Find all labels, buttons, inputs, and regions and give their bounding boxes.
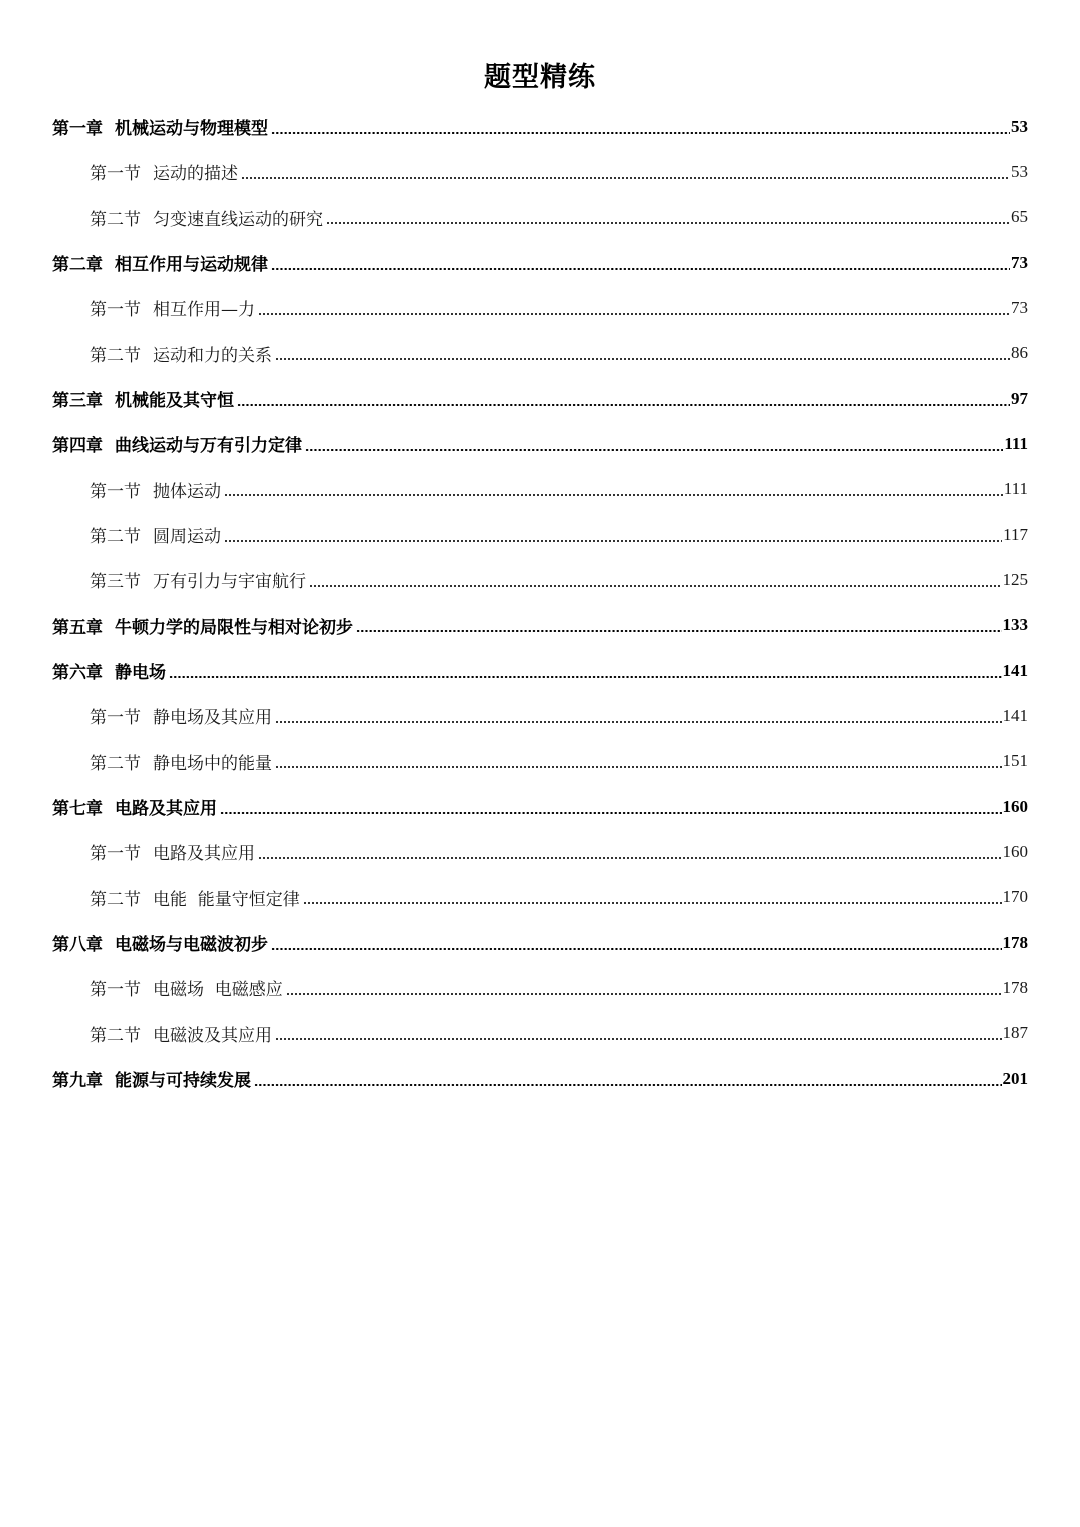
toc-entry-label [52,250,268,275]
toc-entry-name: 机械运动与物理模型 [115,119,268,140]
toc-entry-number: 第一节 [90,980,141,1001]
toc-page-number: 133 [1002,615,1028,635]
toc-entry-label [90,567,306,592]
toc-chapter-row[interactable] [52,784,1028,829]
dot-leader [275,721,1002,723]
toc-entry-label [52,794,217,819]
toc-entry-label [52,930,268,955]
toc-entry-number: 第二节 [90,209,141,230]
toc-entry-number: 第三节 [90,572,141,593]
toc-page-number: 65 [1011,207,1028,227]
toc-entry-number: 第九章 [52,1071,103,1092]
toc-section-row[interactable] [52,739,1028,784]
toc-entry-name: 静电场中的能量 [153,753,272,774]
toc-entry-number: 第二节 [90,345,141,366]
toc-page-number: 73 [1011,252,1028,272]
dot-leader [241,177,1010,179]
toc-entry-label [90,749,272,774]
dot-leader [224,494,1003,496]
toc-section-row[interactable] [52,557,1028,602]
toc-entry-name: 抛体运动 [153,481,221,502]
toc-entry-name: 运动和力的关系 [153,345,272,366]
toc-page-number: 160 [1002,841,1028,861]
dot-leader [303,902,1002,904]
toc-page-number: 170 [1002,887,1028,907]
toc-page-number: 141 [1002,660,1028,680]
toc-page-number: 178 [1002,977,1028,997]
toc-entry-label [90,975,283,1000]
toc-entry-label [90,205,323,230]
toc-entry-number: 第五章 [52,617,103,638]
toc-entry-number: 第一章 [52,119,103,140]
toc-entry-label [52,114,268,139]
toc-entry-name: 电磁场 电磁感应 [153,980,283,1001]
toc-section-row[interactable] [52,467,1028,512]
toc-section-row[interactable] [52,965,1028,1010]
dot-leader [271,948,1002,950]
toc-page-number: 187 [1002,1023,1028,1043]
toc-entry-label [90,522,221,547]
toc-entry-number: 第四章 [52,436,103,457]
dot-leader [271,132,1010,134]
toc-entry-label [52,431,302,456]
toc-section-row[interactable] [52,195,1028,240]
toc-entry-number: 第七章 [52,799,103,820]
dot-leader [275,358,1010,360]
toc-section-row[interactable] [52,875,1028,920]
toc-entry-name: 电能 能量守恒定律 [153,889,300,910]
toc-chapter-row[interactable] [52,104,1028,149]
toc-entry-label [90,341,272,366]
dot-leader [286,993,1002,995]
toc-section-row[interactable] [52,149,1028,194]
toc-page-number: 53 [1011,116,1028,136]
dot-leader [258,313,1010,315]
toc-entry-name: 相互作用—力 [153,300,255,321]
toc-entry-label [90,885,300,910]
toc-entry-number: 第一节 [90,844,141,865]
toc-section-row[interactable] [52,829,1028,874]
toc-entry-name: 圆周运动 [153,527,221,548]
toc-page-number: 53 [1011,161,1028,181]
toc-entry-number: 第六章 [52,663,103,684]
dot-leader [275,766,1002,768]
toc-entry-name: 电磁波及其应用 [153,1025,272,1046]
toc-page-number: 151 [1002,751,1028,771]
toc-chapter-row[interactable] [52,240,1028,285]
toc-entry-name: 运动的描述 [153,164,238,185]
toc-entry-label [90,839,255,864]
toc-entry-number: 第一节 [90,164,141,185]
toc-entry-number: 第一节 [90,300,141,321]
page-title: 题型精练 [484,62,596,93]
toc-section-row[interactable] [52,331,1028,376]
toc-entry-label [52,1066,251,1091]
dot-leader [305,449,1003,451]
toc-entry-label [52,613,353,638]
toc-entry-label [90,703,272,728]
toc-page-number: 160 [1002,796,1028,816]
toc-entry-number: 第一节 [90,708,141,729]
dot-leader [326,222,1010,224]
toc-page-number: 86 [1011,343,1028,363]
toc-entry-label [90,1021,272,1046]
toc-section-row[interactable] [52,1011,1028,1056]
toc-entry-number: 第二节 [90,527,141,548]
dot-leader [356,630,1002,632]
toc-entry-number: 第三章 [52,391,103,412]
dot-leader [169,676,1002,678]
toc-entry-label [90,295,255,320]
toc-entry-name: 静电场 [115,663,166,684]
dot-leader [220,812,1002,814]
toc-section-row[interactable] [52,693,1028,738]
toc-page-number: 141 [1002,705,1028,725]
toc-entry-number: 第二节 [90,753,141,774]
toc-entry-name: 匀变速直线运动的研究 [153,209,323,230]
toc-entry-number: 第二节 [90,1025,141,1046]
toc-entry-number: 第二节 [90,889,141,910]
dot-leader [271,268,1010,270]
toc-section-row[interactable] [52,512,1028,557]
dot-leader [254,1084,1002,1086]
dot-leader [275,1038,1002,1040]
toc-page-number: 73 [1011,297,1028,317]
toc-entry-name: 万有引力与宇宙航行 [153,572,306,593]
dot-leader [258,857,1002,859]
toc-entry-label [90,477,221,502]
table-of-contents [52,104,1028,1101]
toc-page-number: 125 [1002,569,1028,589]
dot-leader [309,585,1002,587]
toc-entry-label [52,386,234,411]
dot-leader [237,404,1010,406]
toc-entry-name: 能源与可持续发展 [115,1071,251,1092]
toc-chapter-row[interactable] [52,920,1028,965]
toc-entry-label [52,658,166,683]
toc-chapter-row[interactable] [52,421,1028,466]
toc-chapter-row[interactable] [52,1056,1028,1101]
toc-entry-number: 第八章 [52,935,103,956]
toc-page-number: 97 [1011,388,1028,408]
toc-page-number: 111 [1003,479,1028,499]
toc-entry-name: 机械能及其守恒 [115,391,234,412]
toc-entry-name: 牛顿力学的局限性与相对论初步 [115,617,353,638]
toc-page-number: 111 [1004,433,1028,453]
toc-chapter-row[interactable] [52,376,1028,421]
toc-entry-name: 电磁场与电磁波初步 [115,935,268,956]
toc-entry-name: 静电场及其应用 [153,708,272,729]
toc-entry-name: 曲线运动与万有引力定律 [115,436,302,457]
toc-entry-name: 相互作用与运动规律 [115,255,268,276]
toc-entry-name: 电路及其应用 [115,799,217,820]
toc-entry-number: 第二章 [52,255,103,276]
toc-page-number: 201 [1002,1068,1028,1088]
toc-entry-label [90,159,238,184]
dot-leader [224,540,1002,542]
toc-entry-name: 电路及其应用 [153,844,255,865]
toc-chapter-row[interactable] [52,648,1028,693]
toc-page-number: 117 [1003,524,1028,544]
toc-entry-number: 第一节 [90,481,141,502]
toc-section-row[interactable] [52,285,1028,330]
toc-page-number: 178 [1002,932,1028,952]
toc-chapter-row[interactable] [52,603,1028,648]
